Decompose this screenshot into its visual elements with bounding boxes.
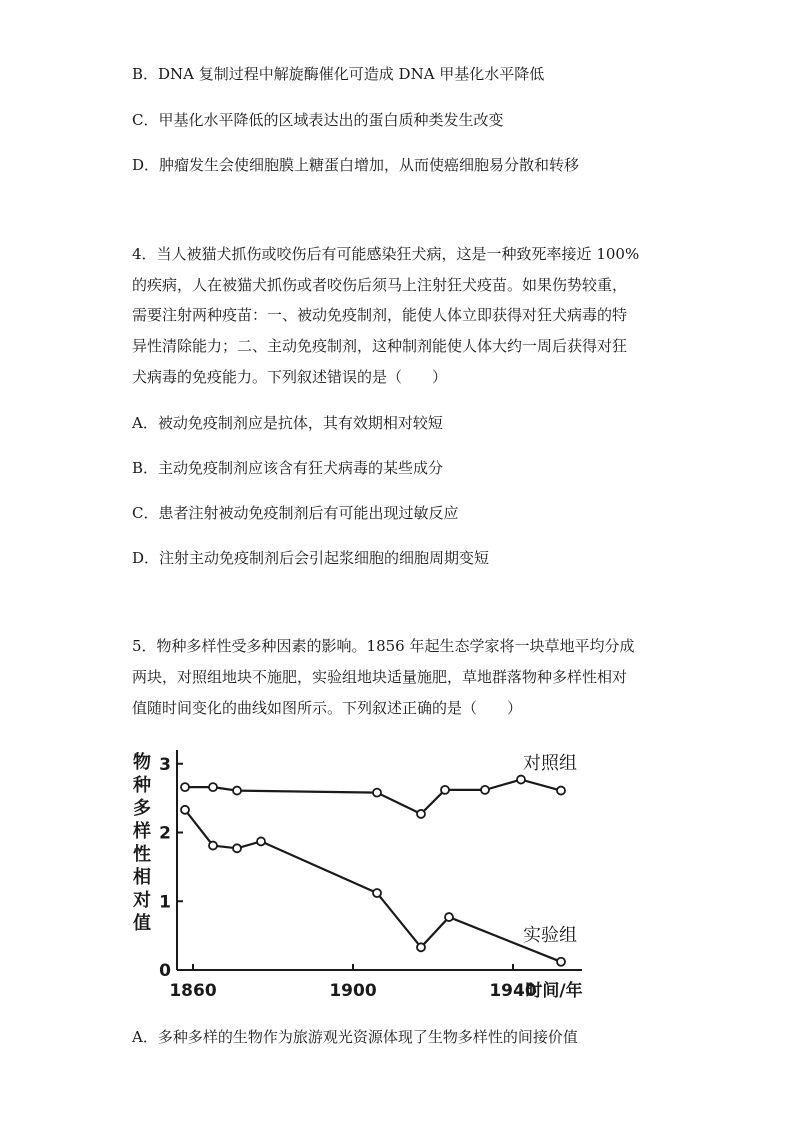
x-axis-label: 时间/年 bbox=[525, 981, 583, 1001]
q3-option-b: B．DNA 复制过程中解旋酶催化可造成 DNA 甲基化水平降低 bbox=[132, 65, 545, 83]
x-tick-label: 1940 bbox=[489, 981, 537, 1001]
y-axis-label: 物种多样性相对值 bbox=[133, 752, 151, 934]
q4-stem-line-1: 4．当人被猫犬抓伤或咬伤后有可能感染狂犬病，这是一种致死率接近 100% bbox=[132, 245, 640, 263]
series-line-2 bbox=[185, 810, 561, 962]
data-point bbox=[445, 913, 453, 921]
q3-option-d: D．肿瘤发生会使细胞膜上糖蛋白增加，从而使癌细胞易分散和转移 bbox=[132, 156, 580, 174]
y-tick-label: 2 bbox=[159, 823, 171, 844]
species-diversity-chart bbox=[120, 738, 620, 1008]
data-point bbox=[417, 810, 425, 818]
data-point bbox=[557, 958, 565, 966]
data-point bbox=[257, 837, 265, 845]
data-point bbox=[417, 943, 425, 951]
q4-option-c: C．患者注射被动免疫制剂后有可能出现过敏反应 bbox=[132, 504, 459, 522]
y-tick-label: 0 bbox=[159, 961, 171, 981]
q4-stem-line-2: 的疾病，人在被猫犬抓伤或者咬伤后须马上注射狂犬疫苗。如果伤势较重， bbox=[132, 276, 628, 294]
data-point bbox=[181, 806, 189, 814]
data-point bbox=[517, 776, 525, 784]
data-point bbox=[557, 787, 565, 795]
q4-option-a: A．被动免疫制剂应是抗体，其有效期相对较短 bbox=[132, 414, 443, 432]
q3-option-c: C．甲基化水平降低的区域表达出的蛋白质种类发生改变 bbox=[132, 111, 504, 129]
data-point bbox=[481, 786, 489, 794]
series-label-1: 对照组 bbox=[523, 753, 577, 774]
x-tick-label: 1860 bbox=[169, 981, 217, 1001]
q4-stem-line-4: 异性清除能力；二、主动免疫制剂，这种制剂能使人体大约一周后获得对狂 bbox=[132, 337, 628, 355]
data-point bbox=[209, 842, 217, 850]
q4-option-b: B．主动免疫制剂应该含有狂犬病毒的某些成分 bbox=[132, 459, 444, 477]
q5-stem-line-3: 值随时间变化的曲线如图所示。下列叙述正确的是（ ） bbox=[132, 699, 523, 717]
data-point bbox=[441, 786, 449, 794]
q4-option-d: D．注射主动免疫制剂后会引起浆细胞的细胞周期变短 bbox=[132, 549, 490, 567]
data-point bbox=[233, 844, 241, 852]
series-line-1 bbox=[185, 780, 561, 814]
q4-stem-line-5: 犬病毒的免疫能力。下列叙述错误的是（ ） bbox=[132, 368, 448, 386]
q5-stem-line-1: 5．物种多样性受多种因素的影响。1856 年起生态学家将一块草地平均分成 bbox=[132, 637, 635, 655]
data-point bbox=[233, 787, 241, 795]
data-point bbox=[373, 889, 381, 897]
q4-stem-line-3: 需要注射两种疫苗：一、被动免疫制剂，能使人体立即获得对狂犬病毒的特 bbox=[132, 306, 628, 324]
q5-stem-line-2: 两块，对照组地块不施肥，实验组地块适量施肥，草地群落物种多样性相对 bbox=[132, 668, 628, 686]
data-point bbox=[373, 789, 381, 797]
data-point bbox=[181, 783, 189, 791]
data-point bbox=[209, 783, 217, 791]
q5-option-a: A．多种多样的生物作为旅游观光资源体现了生物多样性的间接价值 bbox=[132, 1028, 578, 1046]
y-tick-label: 1 bbox=[159, 892, 171, 913]
x-tick-label: 1900 bbox=[329, 981, 377, 1001]
y-tick-label: 3 bbox=[159, 754, 171, 775]
series-label-2: 实验组 bbox=[523, 925, 577, 946]
